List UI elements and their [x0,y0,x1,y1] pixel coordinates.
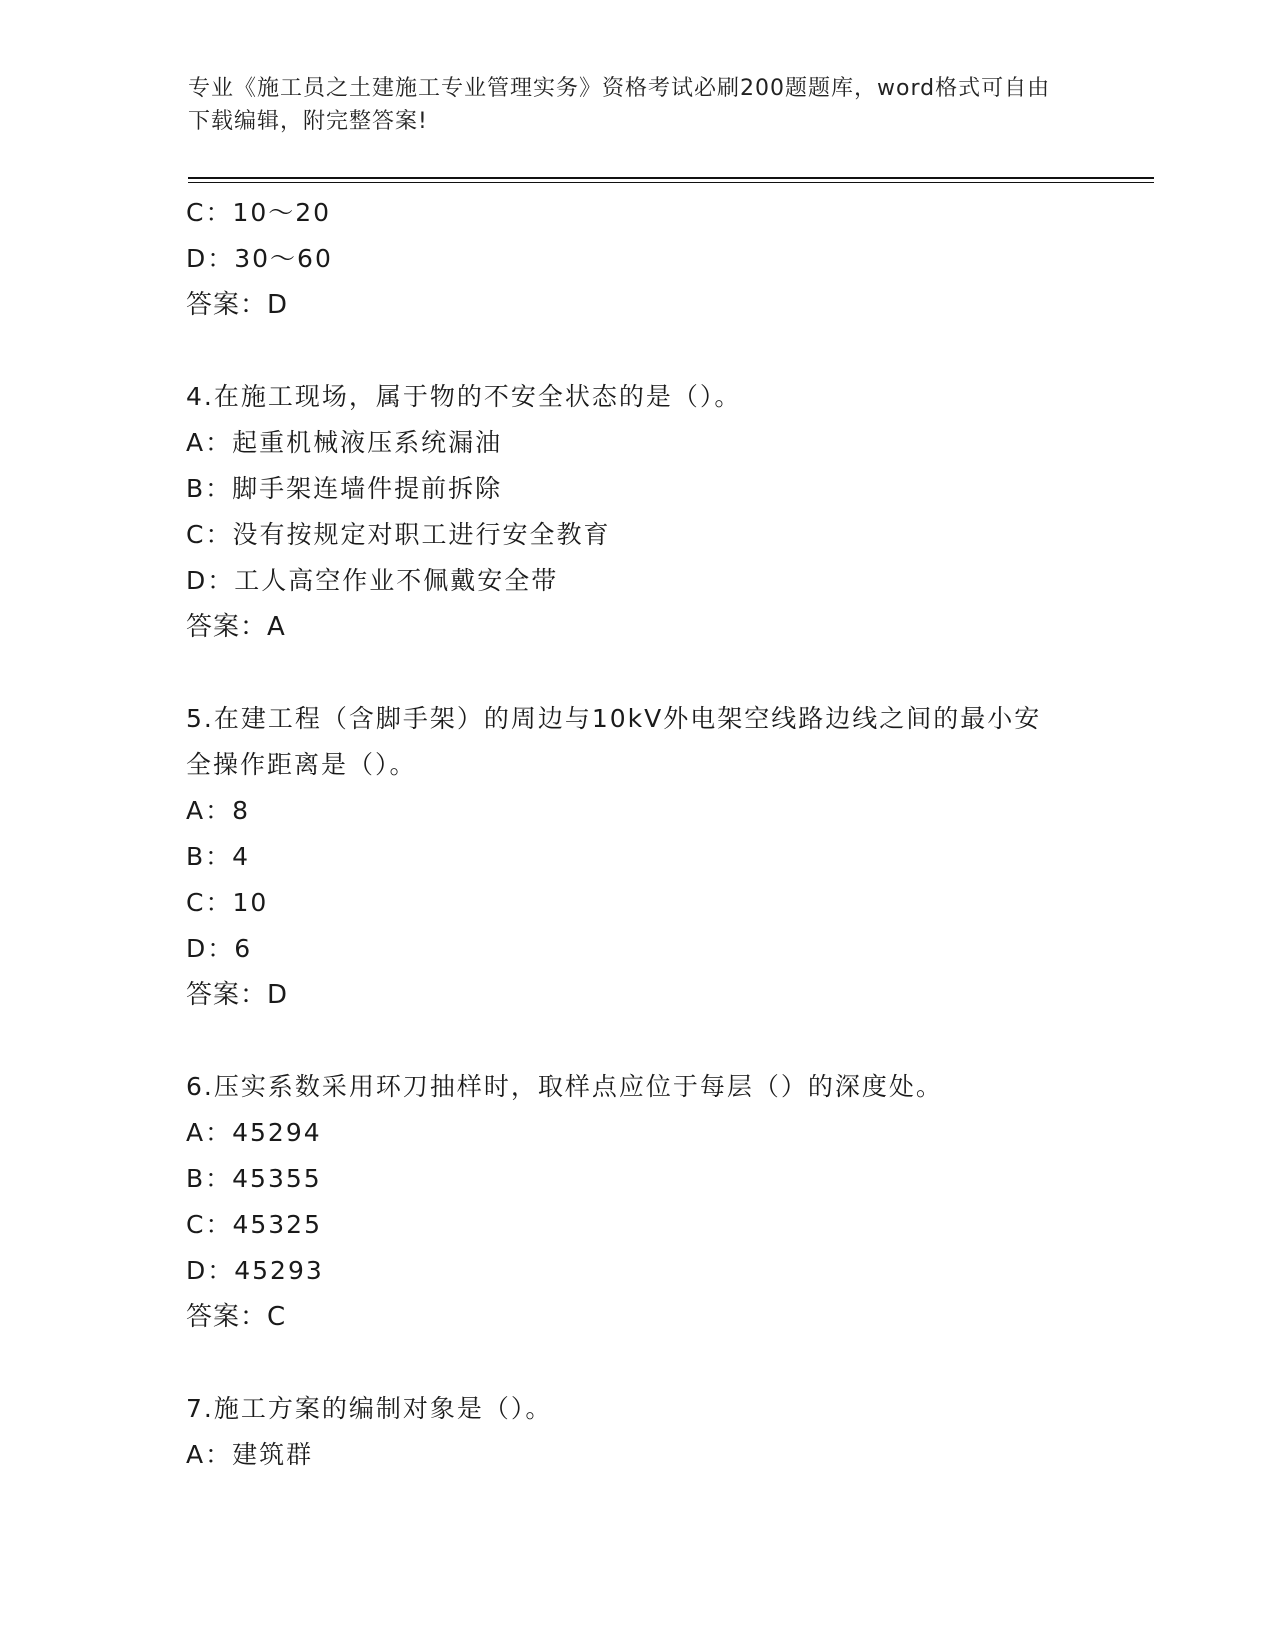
option-a: A：45294 [186,1118,322,1147]
answer-line: 答案：A [186,612,286,642]
question-block-6 [186,1064,1086,1340]
option-d: D：45293 [186,1256,324,1285]
spacer [186,1340,1086,1386]
option-c: C：10～20 [186,198,332,227]
option-a: A：8 [186,796,251,825]
question-text: 7.施工方案的编制对象是（）。 [186,1394,553,1423]
header-divider-thick [188,177,1154,179]
option-d: D：30～60 [186,244,333,273]
question-text: 5.在建工程（含脚手架）的周边与10kV外电架空线路边线之间的最小安全操作距离是（）。 [186,704,1042,779]
answer-line: 答案：D [186,980,289,1010]
option-b: B：4 [186,842,251,871]
answer-line: 答案：C [186,1302,287,1332]
option-b: B：45355 [186,1164,322,1193]
answer-line: 答案：D [186,290,289,320]
question-block-7 [186,1386,1086,1478]
option-d: D：工人高空作业不佩戴安全带 [186,566,559,595]
spacer [186,1018,1086,1064]
option-c: C：没有按规定对职工进行安全教育 [186,520,611,549]
question-block-4 [186,374,1086,650]
question-content [186,190,1086,1478]
option-d: D：6 [186,934,253,963]
spacer [186,650,1086,696]
option-a: A：建筑群 [186,1440,314,1469]
option-c: C：10 [186,888,269,917]
spacer [186,328,1086,374]
question-text: 6.压实系数采用环刀抽样时，取样点应位于每层（）的深度处。 [186,1072,943,1101]
question-block-5 [186,696,1086,1018]
option-a: A：起重机械液压系统漏油 [186,428,503,457]
option-b: B：脚手架连墙件提前拆除 [186,474,503,503]
question-block-3-carryover [186,190,1086,328]
document-header-title: 专业《施工员之土建施工专业管理实务》资格考试必刷200题题库，word格式可自由下载编辑，附完整答案! [188,76,1051,134]
option-c: C：45325 [186,1210,322,1239]
question-text: 4.在施工现场，属于物的不安全状态的是（）。 [186,382,742,411]
header-divider-thin [188,182,1154,183]
